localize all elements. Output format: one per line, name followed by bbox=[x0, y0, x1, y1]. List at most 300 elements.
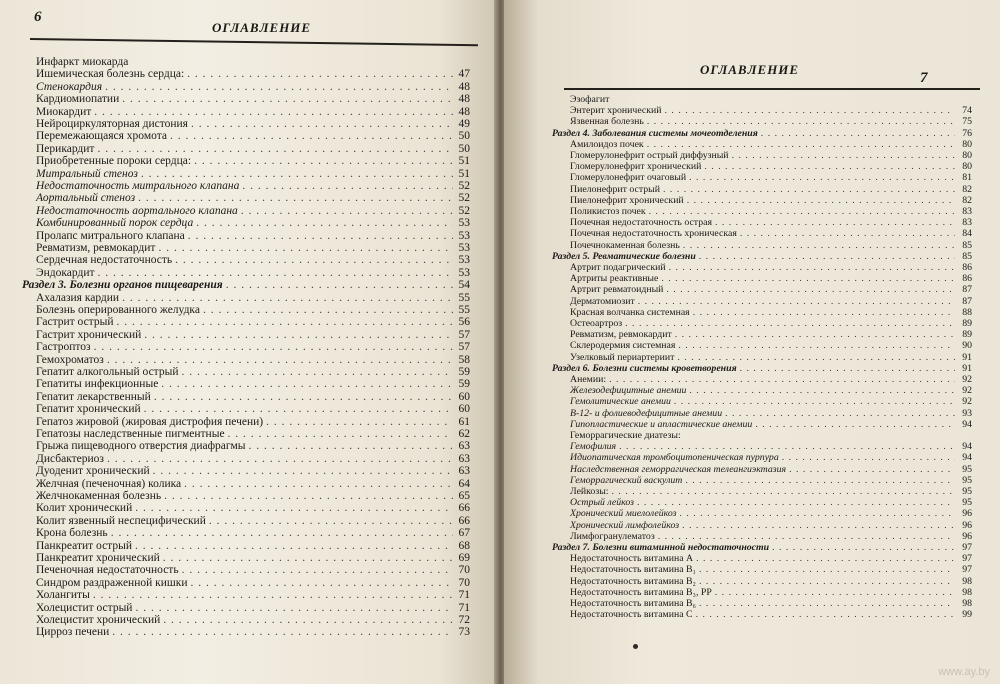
toc-page-number: 48 bbox=[458, 105, 470, 118]
toc-leader-dots bbox=[138, 192, 453, 204]
toc-leader-dots bbox=[740, 363, 955, 374]
toc-leader-dots bbox=[241, 205, 453, 217]
toc-entry-title: Холецистит острый bbox=[36, 601, 133, 614]
toc-entry bbox=[552, 609, 972, 620]
toc-entry bbox=[22, 602, 470, 614]
toc-entry bbox=[22, 217, 470, 229]
toc-entry-title: Дерматомиозит bbox=[570, 295, 635, 307]
toc-entry bbox=[22, 626, 470, 638]
toc-page-number: 63 bbox=[458, 440, 470, 453]
toc-entry bbox=[552, 228, 972, 239]
toc-entry-title: Ахалазия кардии bbox=[36, 291, 120, 304]
toc-leader-dots bbox=[188, 230, 453, 242]
toc-leader-dots bbox=[107, 453, 453, 465]
toc-entry bbox=[552, 374, 972, 385]
toc-entry bbox=[552, 273, 972, 284]
toc-leader-dots bbox=[94, 106, 453, 118]
toc-entry bbox=[22, 180, 470, 192]
toc-leader-dots bbox=[665, 105, 955, 116]
toc-page-number: 86 bbox=[962, 262, 972, 273]
toc-entry-title: Дисбактериоз bbox=[36, 452, 104, 465]
toc-entry bbox=[22, 366, 470, 378]
toc-leader-dots bbox=[94, 341, 453, 353]
toc-entry-title: Гастрит хронический bbox=[36, 328, 142, 341]
toc-entry bbox=[552, 172, 972, 183]
toc-leader-dots bbox=[782, 452, 955, 463]
toc-leader-dots bbox=[194, 155, 453, 167]
toc-page-number: 57 bbox=[458, 341, 470, 354]
left-toc-list bbox=[22, 56, 470, 639]
toc-entry bbox=[22, 155, 470, 167]
toc-leader-dots bbox=[203, 304, 453, 316]
toc-page-number: 82 bbox=[962, 183, 972, 195]
toc-entry-title: Гастроптоз bbox=[36, 341, 91, 354]
toc-page-number: 62 bbox=[458, 428, 470, 440]
toc-entry-title: Геморрагический васкулит bbox=[570, 474, 683, 486]
toc-entry-title: Панкреатит острый bbox=[36, 539, 132, 552]
toc-entry bbox=[552, 408, 972, 419]
toc-page-number: 89 bbox=[962, 329, 972, 341]
toc-leader-dots bbox=[693, 307, 955, 318]
toc-page-number: 48 bbox=[458, 93, 470, 106]
toc-entry-title: Артрит ревматоидный bbox=[570, 284, 664, 296]
toc-entry bbox=[552, 307, 972, 318]
toc-page-number: 71 bbox=[458, 589, 470, 602]
toc-page-number: 92 bbox=[962, 374, 972, 385]
toc-page-number: 76 bbox=[962, 127, 972, 139]
toc-leader-dots bbox=[163, 614, 453, 626]
toc-leader-dots bbox=[619, 441, 955, 452]
toc-leader-dots bbox=[609, 374, 955, 385]
toc-leader-dots bbox=[689, 385, 955, 396]
toc-leader-dots bbox=[685, 475, 955, 486]
toc-entry bbox=[22, 93, 470, 105]
toc-entry bbox=[22, 502, 470, 514]
toc-leader-dots bbox=[163, 552, 453, 564]
toc-entry-title: Цирроз печени bbox=[36, 626, 110, 639]
toc-section-heading bbox=[22, 279, 470, 291]
toc-page-number: 55 bbox=[458, 304, 470, 316]
toc-entry-title: Сердечная недостаточность bbox=[36, 254, 173, 267]
toc-entry-title: Желчная (печеночная) колика bbox=[36, 477, 182, 490]
toc-entry bbox=[552, 430, 972, 441]
toc-entry bbox=[552, 161, 972, 172]
toc-page-number: 68 bbox=[458, 539, 470, 552]
toc-leader-dots bbox=[740, 228, 955, 239]
toc-leader-dots bbox=[715, 217, 955, 228]
toc-entry bbox=[552, 587, 972, 598]
toc-entry-title: Анемии: bbox=[570, 374, 607, 385]
toc-page-number: 90 bbox=[962, 340, 972, 352]
toc-entry bbox=[552, 508, 972, 519]
toc-entry bbox=[552, 262, 972, 273]
toc-entry-title: Пиелонефрит острый bbox=[570, 183, 660, 195]
left-page-number: 6 bbox=[34, 9, 42, 25]
toc-section-heading bbox=[552, 363, 972, 374]
toc-entry bbox=[552, 564, 972, 575]
toc-entry bbox=[552, 206, 972, 217]
toc-entry bbox=[552, 184, 972, 195]
toc-entry-title: Стенокардия bbox=[36, 80, 103, 93]
toc-entry bbox=[22, 515, 470, 527]
toc-page-number: 51 bbox=[458, 155, 470, 168]
toc-page-number: 94 bbox=[962, 452, 972, 464]
toc-page-number: 96 bbox=[962, 519, 972, 531]
toc-entry bbox=[22, 391, 470, 403]
toc-entry bbox=[22, 465, 470, 477]
toc-page-number: 53 bbox=[458, 266, 470, 279]
toc-entry-title: Синдром раздраженной кишки bbox=[36, 576, 188, 589]
toc-entry-title: Болезнь оперированного желудка bbox=[36, 304, 200, 316]
toc-entry bbox=[22, 254, 470, 266]
toc-leader-dots bbox=[755, 419, 955, 430]
toc-entry bbox=[22, 403, 470, 415]
toc-leader-dots bbox=[209, 515, 453, 527]
toc-leader-dots bbox=[154, 391, 453, 403]
toc-leader-dots bbox=[637, 497, 955, 508]
toc-entry-title: Артрит подагрический bbox=[570, 262, 666, 273]
toc-page-number: 95 bbox=[962, 497, 972, 509]
toc-entry-title: Лимфогранулематоз bbox=[570, 530, 655, 542]
toc-page-number: 70 bbox=[458, 576, 470, 589]
toc-entry-title: Желчнокаменная болезнь bbox=[36, 490, 162, 502]
toc-page-number: 99 bbox=[962, 609, 972, 621]
toc-entry bbox=[552, 531, 972, 542]
right-toc-list bbox=[552, 94, 972, 624]
toc-entry bbox=[22, 230, 470, 242]
toc-entry-title: Раздел 4. Заболевания системы мочеотделения bbox=[552, 127, 758, 139]
toc-entry-title: Хронический лимфолейкоз bbox=[570, 519, 680, 531]
toc-entry bbox=[552, 150, 972, 161]
toc-entry-title: Геморрагические диатезы: bbox=[570, 430, 681, 441]
toc-page-number: 86 bbox=[962, 273, 972, 285]
toc-entry bbox=[22, 192, 470, 204]
toc-entry-title: Колит язвенный неспецифический bbox=[36, 514, 206, 527]
toc-leader-dots bbox=[663, 184, 955, 195]
toc-page-number: 96 bbox=[962, 530, 972, 542]
toc-page-number: 50 bbox=[458, 142, 470, 155]
toc-leader-dots bbox=[266, 416, 453, 428]
toc-page-number: 96 bbox=[962, 508, 972, 520]
toc-leader-dots bbox=[112, 626, 453, 638]
toc-entry-title: Дуоденит хронический bbox=[36, 465, 150, 478]
toc-leader-dots bbox=[158, 242, 453, 254]
toc-entry-title: Гемолитические анемии bbox=[570, 396, 671, 408]
toc-entry-title: Язвенная болезнь bbox=[570, 116, 644, 128]
toc-leader-dots bbox=[248, 440, 453, 452]
toc-leader-dots bbox=[649, 206, 955, 217]
toc-entry-title: Гемофилия bbox=[570, 441, 617, 453]
toc-entry-title: Почечная недостаточность хроническая bbox=[570, 228, 737, 240]
toc-page-number: 65 bbox=[458, 490, 470, 502]
toc-leader-dots bbox=[699, 576, 955, 587]
toc-page-number: 94 bbox=[962, 418, 972, 430]
toc-entry bbox=[552, 195, 972, 206]
toc-entry-title: Холецистит хронический bbox=[36, 614, 161, 626]
toc-page-number: 53 bbox=[458, 254, 470, 267]
toc-page-number: 52 bbox=[458, 192, 470, 205]
toc-leader-dots bbox=[107, 354, 453, 366]
toc-entry-title: Перикардит bbox=[36, 142, 95, 155]
toc-leader-dots bbox=[187, 68, 453, 80]
toc-entry bbox=[22, 577, 470, 589]
toc-page-number: 85 bbox=[962, 239, 972, 251]
toc-entry bbox=[22, 490, 470, 502]
toc-section-heading bbox=[552, 251, 972, 262]
toc-entry-title: Пролапс митрального клапана bbox=[36, 229, 185, 242]
toc-entry bbox=[22, 589, 470, 601]
toc-entry bbox=[552, 486, 972, 497]
toc-entry bbox=[552, 340, 972, 351]
toc-entry-title: Раздел 3. Болезни органов пищеварения bbox=[22, 279, 223, 292]
toc-page-number: 71 bbox=[458, 601, 470, 614]
toc-entry-title: Гемохроматоз bbox=[36, 353, 104, 366]
toc-page-number: 53 bbox=[458, 229, 470, 242]
toc-leader-dots bbox=[181, 366, 453, 378]
toc-leader-dots bbox=[761, 128, 955, 139]
toc-leader-dots bbox=[674, 396, 955, 407]
toc-entry bbox=[22, 267, 470, 279]
toc-entry bbox=[552, 385, 972, 396]
toc-page-number: 92 bbox=[962, 396, 972, 408]
toc-page-number: 53 bbox=[458, 242, 470, 254]
toc-entry bbox=[22, 527, 470, 539]
toc-leader-dots bbox=[170, 130, 453, 142]
toc-leader-dots bbox=[191, 118, 453, 130]
toc-page-number: 63 bbox=[458, 465, 470, 478]
toc-leader-dots bbox=[699, 251, 955, 262]
toc-entry bbox=[552, 598, 972, 609]
toc-page-number: 91 bbox=[962, 351, 972, 363]
toc-leader-dots bbox=[669, 262, 955, 273]
toc-page-number: 49 bbox=[458, 118, 470, 130]
toc-entry bbox=[22, 205, 470, 217]
toc-page-number: 63 bbox=[458, 452, 470, 465]
toc-entry-title: Комбинированный порок сердца bbox=[36, 217, 194, 230]
toc-page-number: 82 bbox=[962, 194, 972, 206]
toc-entry bbox=[552, 318, 972, 329]
toc-leader-dots bbox=[122, 292, 453, 304]
toc-entry-title: Лейкозы: bbox=[570, 486, 609, 497]
toc-entry-title: Холангиты bbox=[36, 589, 90, 602]
toc-leader-dots bbox=[647, 139, 955, 150]
toc-page-number: 67 bbox=[458, 527, 470, 540]
toc-entry-title: Кардиомиопатии bbox=[36, 93, 120, 106]
toc-entry bbox=[552, 441, 972, 452]
toc-entry bbox=[22, 440, 470, 452]
toc-entry-title: Гепатит алкогольный острый bbox=[36, 366, 179, 378]
toc-entry bbox=[22, 292, 470, 304]
toc-entry bbox=[552, 284, 972, 295]
toc-leader-dots bbox=[696, 609, 955, 620]
toc-entry-title: Поликистоз почек bbox=[570, 206, 646, 217]
right-page-number: 7 bbox=[920, 70, 928, 86]
toc-page-number: 66 bbox=[458, 514, 470, 527]
toc-entry bbox=[22, 341, 470, 353]
toc-entry bbox=[22, 106, 470, 118]
toc-entry-title: Хронический миелолейкоз bbox=[570, 508, 677, 520]
toc-entry bbox=[552, 576, 972, 587]
toc-page-number: 80 bbox=[962, 150, 972, 161]
toc-page-number: 94 bbox=[962, 441, 972, 453]
toc-page-number: 70 bbox=[458, 564, 470, 577]
toc-page-number: 73 bbox=[458, 626, 470, 639]
toc-entry bbox=[22, 416, 470, 428]
toc-entry-title: Гепатоз жировой (жировая дистрофия печени) bbox=[36, 415, 264, 428]
toc-entry-title: Эзофагит bbox=[570, 94, 610, 105]
toc-leader-dots bbox=[789, 464, 955, 475]
toc-entry-title: Раздел 6. Болезни системы кроветворения bbox=[552, 362, 737, 374]
toc-entry bbox=[22, 242, 470, 254]
toc-entry-title: Гепатиты инфекционные bbox=[36, 378, 159, 391]
toc-page-number: 95 bbox=[962, 463, 972, 475]
toc-entry bbox=[22, 130, 470, 142]
toc-leader-dots bbox=[161, 378, 453, 390]
toc-leader-dots bbox=[725, 408, 955, 419]
toc-entry-title: Печеночная недостаточность bbox=[36, 564, 179, 577]
toc-entry-title: Раздел 7. Болезни витаминной недостаточности bbox=[552, 542, 770, 553]
toc-entry-title: Колит хронический bbox=[36, 502, 133, 515]
toc-leader-dots bbox=[190, 577, 453, 589]
toc-page-number: 52 bbox=[458, 204, 470, 217]
toc-entry bbox=[22, 304, 470, 316]
toc-page-number: 69 bbox=[458, 552, 470, 564]
toc-entry-title: Аортальный стеноз bbox=[36, 192, 136, 205]
toc-entry bbox=[552, 240, 972, 251]
toc-leader-dots bbox=[196, 217, 453, 229]
toc-leader-dots bbox=[689, 172, 955, 183]
toc-section-heading bbox=[552, 542, 972, 553]
toc-entry bbox=[552, 329, 972, 340]
toc-page-number: 74 bbox=[962, 105, 972, 117]
toc-entry bbox=[552, 464, 972, 475]
toc-leader-dots bbox=[116, 316, 453, 328]
toc-leader-dots bbox=[666, 284, 955, 295]
toc-leader-dots bbox=[683, 240, 955, 251]
toc-leader-dots bbox=[677, 352, 955, 363]
toc-entry-title: Недостаточность витамина А bbox=[570, 553, 694, 565]
toc-entry bbox=[22, 552, 470, 564]
toc-entry-title: Недостаточность витамина В₃, РР bbox=[570, 586, 712, 598]
toc-page-number: 95 bbox=[962, 474, 972, 486]
toc-entry bbox=[22, 478, 470, 490]
toc-entry bbox=[22, 329, 470, 341]
toc-leader-dots bbox=[228, 428, 453, 440]
toc-page-number: 64 bbox=[458, 477, 470, 490]
left-page bbox=[0, 0, 497, 684]
toc-page-number: 59 bbox=[458, 378, 470, 391]
toc-page-number: 56 bbox=[458, 316, 470, 329]
toc-page-number: 61 bbox=[458, 415, 470, 428]
toc-entry bbox=[22, 56, 470, 68]
toc-entry bbox=[552, 139, 972, 150]
toc-page-number: 84 bbox=[962, 228, 972, 240]
toc-leader-dots bbox=[647, 116, 955, 127]
toc-entry-title: Узелковый периартериит bbox=[570, 351, 675, 363]
toc-page-number: 55 bbox=[458, 291, 470, 304]
toc-entry-title: Гепатит хронический bbox=[36, 403, 141, 416]
left-page-header: ОГЛАВЛЕНИЕ bbox=[212, 20, 312, 35]
toc-entry bbox=[552, 116, 972, 127]
toc-entry-title: Ревматизм, ревмокардит bbox=[570, 329, 672, 341]
toc-leader-dots bbox=[772, 542, 955, 553]
toc-entry-title: Пиелонефрит хронический bbox=[570, 194, 684, 206]
toc-entry bbox=[552, 396, 972, 407]
toc-leader-dots bbox=[679, 508, 955, 519]
toc-page-number: 53 bbox=[458, 217, 470, 230]
toc-leader-dots bbox=[175, 254, 453, 266]
toc-entry-title: Склеродермия системная bbox=[570, 340, 676, 352]
toc-entry bbox=[22, 68, 470, 80]
toc-page-number: 57 bbox=[458, 328, 470, 341]
toc-page-number: 97 bbox=[962, 553, 972, 565]
right-page bbox=[504, 0, 1000, 684]
toc-entry-title: Раздел 5. Ревматические болезни bbox=[552, 250, 696, 262]
toc-page-number: 83 bbox=[962, 217, 972, 229]
toc-entry-title: Нейроциркуляторная дистония bbox=[36, 118, 188, 130]
toc-leader-dots bbox=[141, 168, 453, 180]
toc-leader-dots bbox=[699, 564, 955, 575]
toc-leader-dots bbox=[153, 465, 453, 477]
toc-page-number: 97 bbox=[962, 564, 972, 576]
ink-dot bbox=[633, 644, 638, 649]
toc-entry bbox=[22, 81, 470, 93]
toc-entry-title: Острый лейкоз bbox=[570, 497, 634, 509]
toc-entry bbox=[22, 168, 470, 180]
toc-leader-dots bbox=[122, 93, 453, 105]
toc-page-number: 54 bbox=[458, 279, 470, 292]
toc-page-number: 92 bbox=[962, 385, 972, 397]
toc-page-number: 87 bbox=[962, 284, 972, 296]
toc-entry bbox=[22, 378, 470, 390]
right-header-rule bbox=[564, 88, 980, 90]
toc-leader-dots bbox=[164, 490, 453, 502]
toc-leader-dots bbox=[732, 150, 955, 161]
toc-entry-title: Артриты реактивные bbox=[570, 273, 659, 285]
right-page-header: ОГЛАВЛЕНИЕ bbox=[700, 62, 800, 77]
toc-page-number: 87 bbox=[962, 295, 972, 307]
toc-entry-title: Недостаточность витамина В₆ bbox=[570, 598, 696, 609]
toc-entry bbox=[552, 475, 972, 486]
toc-entry-title: Грыжа пищеводного отверстия диафрагмы bbox=[36, 440, 246, 453]
toc-entry-title: Панкреатит хронический bbox=[36, 552, 160, 564]
toc-leader-dots bbox=[182, 564, 453, 576]
toc-entry-title: В-12- и фолиеводефицитные анемии bbox=[570, 407, 723, 419]
toc-entry bbox=[552, 553, 972, 564]
toc-page-number: 66 bbox=[458, 502, 470, 515]
toc-leader-dots bbox=[105, 81, 453, 93]
toc-leader-dots bbox=[111, 527, 453, 539]
toc-page-number: 72 bbox=[458, 614, 470, 626]
toc-entry-title: Гастрит острый bbox=[36, 316, 114, 329]
toc-leader-dots bbox=[135, 540, 453, 552]
toc-entry-title: Амилоидоз почек bbox=[570, 138, 644, 150]
toc-page-number: 83 bbox=[962, 206, 972, 217]
toc-entry bbox=[552, 452, 972, 463]
toc-leader-dots bbox=[226, 279, 453, 291]
toc-entry bbox=[22, 540, 470, 552]
toc-entry bbox=[22, 316, 470, 328]
toc-page-number: 60 bbox=[458, 390, 470, 403]
toc-entry-title: Недостаточность витамина В₁ bbox=[570, 564, 696, 576]
toc-leader-dots bbox=[678, 340, 955, 351]
toc-leader-dots bbox=[242, 180, 453, 192]
toc-entry-title: Крона болезнь bbox=[36, 527, 108, 540]
toc-entry-title: Миокардит bbox=[36, 105, 92, 118]
toc-entry-title: Гипопластические и апластические анемии bbox=[570, 418, 753, 430]
toc-page-number: 80 bbox=[962, 138, 972, 150]
toc-entry-title: Перемежающаяся хромота bbox=[36, 130, 167, 143]
